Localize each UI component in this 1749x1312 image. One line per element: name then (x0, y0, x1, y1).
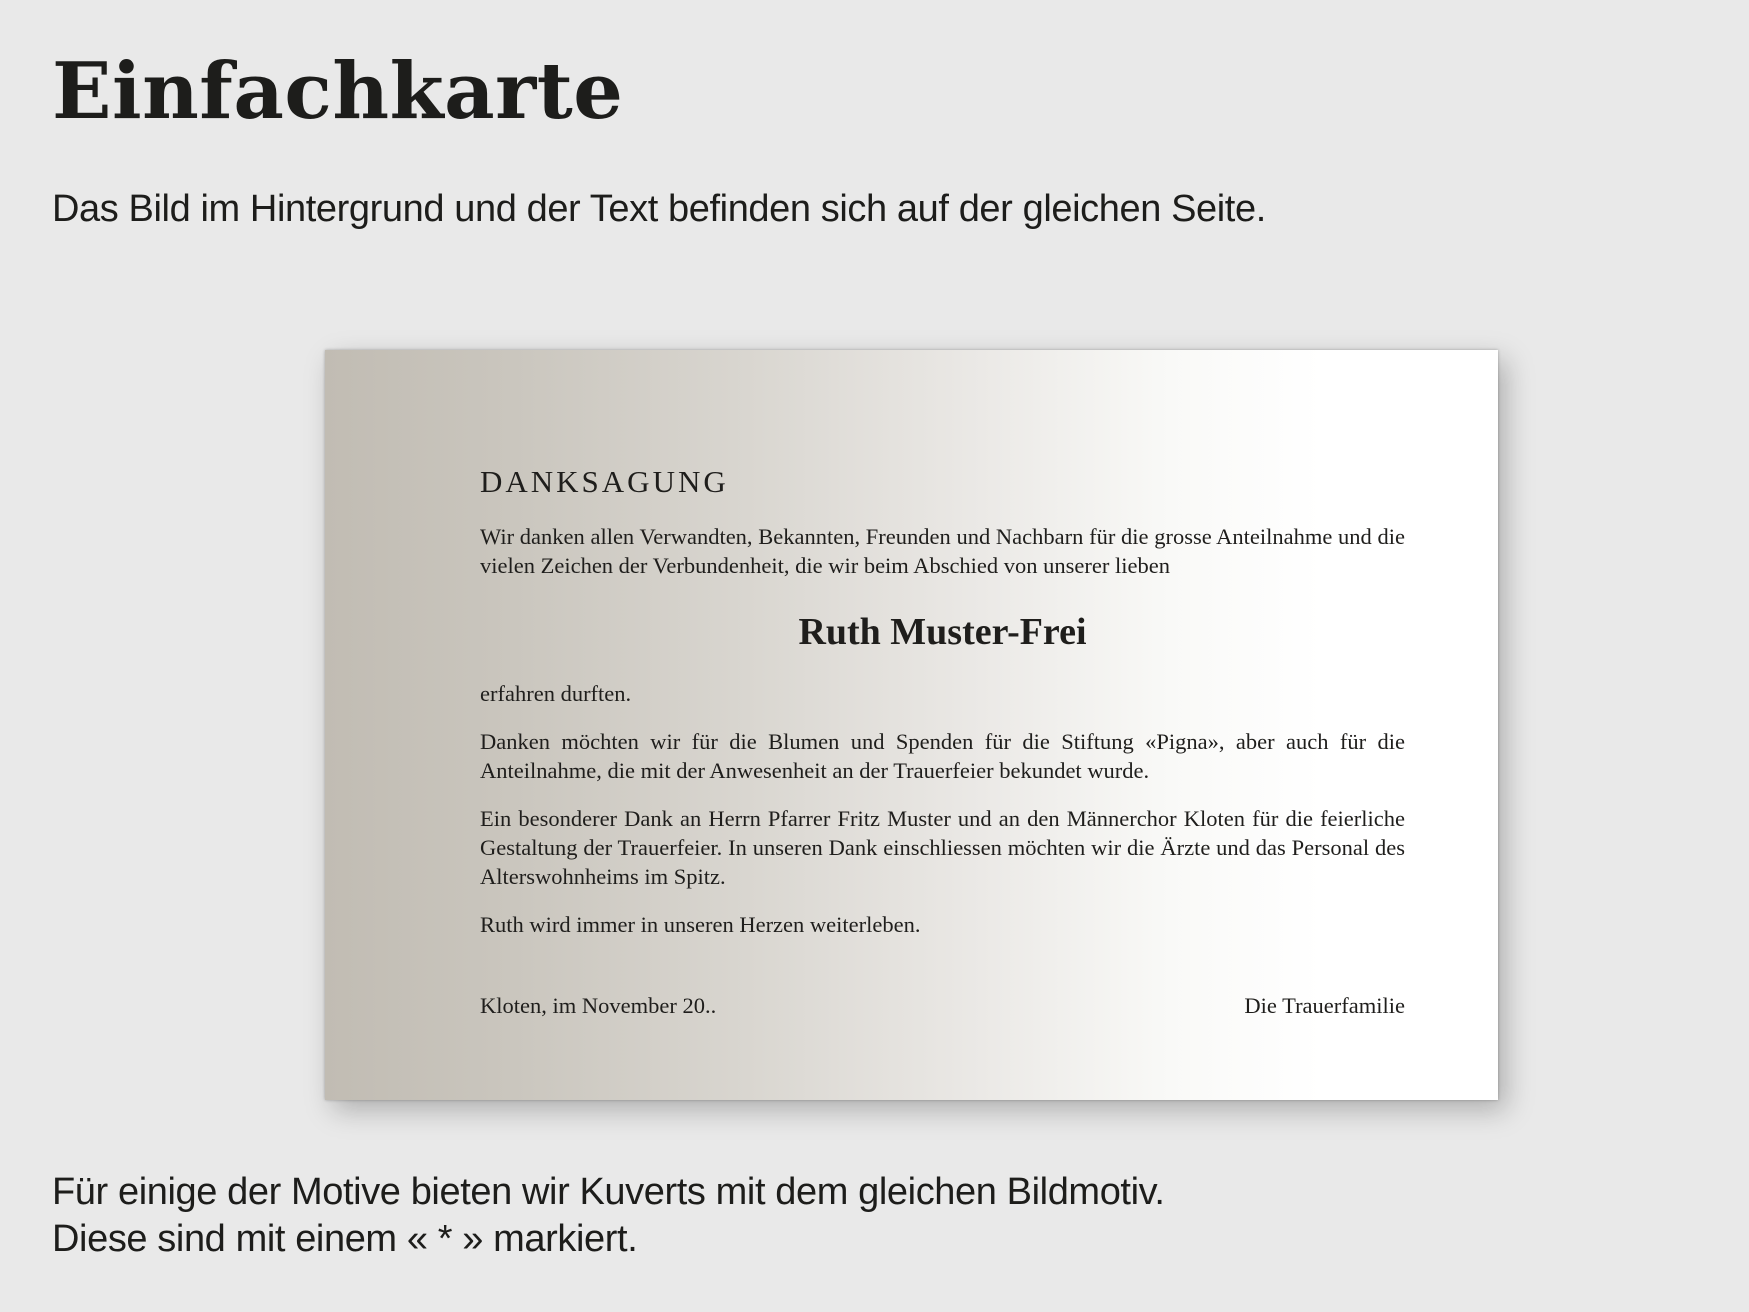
place-date: Kloten, im November 20.. (480, 993, 717, 1018)
page-subtitle: Das Bild im Hintergrund und der Text befinden sich auf der gleichen Seite. (52, 188, 1266, 230)
signature: Die Trauerfamilie (1244, 993, 1405, 1018)
deceased-name: Ruth Muster-Frei (798, 611, 1087, 653)
card-paragraph-spenden: Danken möchten wir für die Blumen und Spenden für die Stiftung «Pigna», aber auch für die Anteilnahme, die mit der Anwesenheit an der Trauerfeier bekundet wurde. (480, 729, 1405, 783)
footer-note-line1: Für einige der Motive bieten wir Kuverts mit dem gleichen Bildmotiv. (52, 1171, 1165, 1213)
card-paragraph-intro: Wir danken allen Verwandten, Bekannten, Freunden und Nachbarn für die grosse Anteilnahme und die vielen Zeichen der Verbundenheit, die wir beim Abschied von unserer lieben (480, 524, 1405, 578)
footer-note (52, 1169, 1165, 1263)
thank-you-card-preview (325, 350, 1498, 1100)
card-heading: DANKSAGUNG (480, 464, 729, 499)
card-paragraph-herzen: Ruth wird immer in unseren Herzen weiterleben. (480, 912, 921, 937)
card-footer (480, 991, 1405, 1020)
card-paragraph-erfahren: erfahren durften. (480, 681, 632, 706)
page-title: Einfachkarte (52, 46, 624, 137)
footer-note-line2: Diese sind mit einem « * » markiert. (52, 1218, 638, 1260)
card-paragraph-dank: Ein besonderer Dank an Herrn Pfarrer Fritz Muster und an den Männerchor Kloten für die feierliche Gestaltung der Trauerfeier. In unseren Dank einschliessen möchten wir die Ärzte und das Personal des Alterswohnheims im Spitz. (480, 806, 1405, 889)
